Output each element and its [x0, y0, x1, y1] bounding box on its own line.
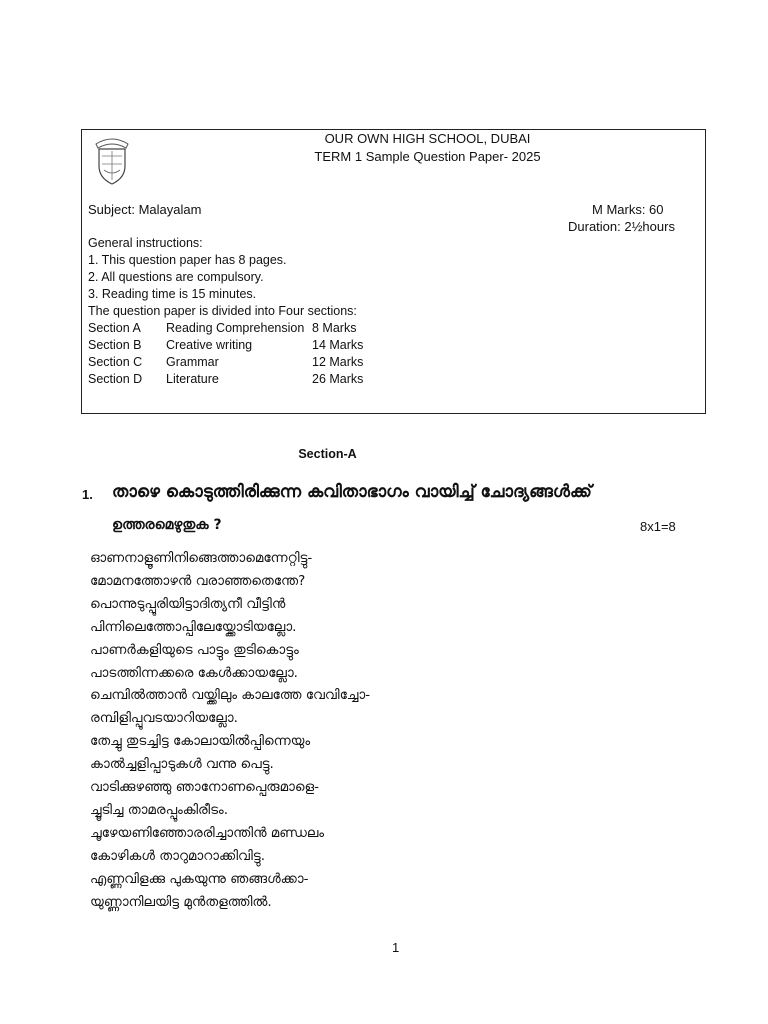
section-row: [88, 354, 363, 371]
paper-term: TERM 1 Sample Question Paper- 2025: [314, 149, 541, 164]
section-name: Literature: [166, 372, 219, 386]
instruction-item: 1. This question paper has 8 pages.: [88, 253, 287, 267]
instruction-item: 3. Reading time is 15 minutes.: [88, 287, 257, 301]
poem-line: ച്ചൂടിച്ച താമരപ്പൂംകിരീടം.: [90, 801, 228, 818]
poem-passage: [90, 547, 370, 914]
poem-line: യുണ്ണാനിലയിട്ട മുൻതളത്തിൽ.: [90, 893, 272, 910]
poem-line: മോമനത്തോഴൻ വരാഞ്ഞതെന്തേ?: [90, 572, 306, 589]
section-name: Reading Comprehension: [166, 321, 305, 335]
section-marks: 14 Marks: [312, 338, 364, 352]
section-row: [88, 337, 363, 354]
school-name: OUR OWN HIGH SCHOOL, DUBAI: [324, 131, 531, 146]
page-number: 1: [392, 940, 400, 955]
subject: Subject: Malayalam: [88, 202, 202, 217]
section-marks: 12 Marks: [312, 355, 364, 369]
question-marks: 8x1=8: [640, 519, 676, 534]
instructions-heading: General instructions:: [88, 236, 203, 250]
question-text-line2: ഉത്തരമെഴുതുക ?: [112, 517, 222, 533]
section-row: [88, 371, 363, 388]
header-box: [81, 129, 706, 414]
poem-line: പാണർകളിയുടെ പാട്ടും തുടികൊട്ടും: [90, 641, 299, 658]
sections-table: [88, 320, 363, 388]
sections-intro: The question paper is divided into Four sections:: [88, 304, 357, 318]
section-marks: 26 Marks: [312, 372, 364, 386]
poem-line: ചെമ്പിൽത്താൻ വയ്ക്കിലും കാലത്തേ വേവിച്ചോ-: [90, 687, 371, 704]
section-a-title: Section-A: [298, 447, 357, 461]
general-instructions: [88, 235, 363, 388]
max-marks: M Marks: 60: [592, 202, 664, 217]
section-label: Section A: [88, 321, 141, 335]
poem-line: പാടത്തിന്നക്കരെ കേൾക്കായല്ലോ.: [90, 664, 298, 681]
section-name: Creative writing: [166, 338, 253, 352]
section-label: Section D: [88, 372, 143, 386]
section-label: Section B: [88, 338, 142, 352]
poem-line: എണ്ണവിളക്കു പുകയുന്നു ഞങ്ങൾക്കാ-: [90, 870, 309, 887]
poem-line: ചൂഴേയണിഞ്ഞോരരിച്ചാന്തിൻ മണ്ഡലം: [90, 824, 325, 841]
poem-line: പിന്നിലെത്തോപ്പിലേയ്ക്കോടിയല്ലോ.: [90, 618, 297, 635]
poem-line: രമ്പിളിപ്പൂവടയാറിയല്ലോ.: [90, 710, 238, 727]
question-text-line1: താഴെ കൊടുത്തിരിക്കുന്ന കവിതാഭാഗം വായിച്ച് ചോദ്യങ്ങൾക്ക്: [112, 482, 592, 502]
poem-line: പൊന്നുടുപ്പൂരിയിട്ടാദിത്യനീ വീട്ടിൻ: [90, 595, 286, 612]
poem-line: കാൽച്ചളിപ്പാടുകൾ വന്നു പെട്ടു.: [90, 756, 274, 773]
question-number: 1.: [82, 487, 93, 502]
poem-line: വാടിക്കുഴഞ്ഞു ഞാനോണപ്പെരുമാളെ-: [90, 779, 320, 796]
poem-line: തേച്ചു തുടച്ചിട്ട കോലായിൽപ്പിന്നെയും: [90, 733, 311, 750]
instruction-item: 2. All questions are compulsory.: [88, 270, 264, 284]
poem-line: കോഴികൾ താറുമാറാക്കിവിട്ടു.: [90, 847, 265, 864]
duration: Duration: 2½hours: [568, 219, 675, 234]
section-label: Section C: [88, 355, 143, 369]
section-marks: 8 Marks: [312, 321, 357, 335]
section-row: [88, 320, 363, 337]
poem-line: ഓണനാളൂണിനിങ്ങെത്താമെന്നേറ്റിട്ടു-: [90, 550, 313, 566]
section-name: Grammar: [166, 355, 219, 369]
